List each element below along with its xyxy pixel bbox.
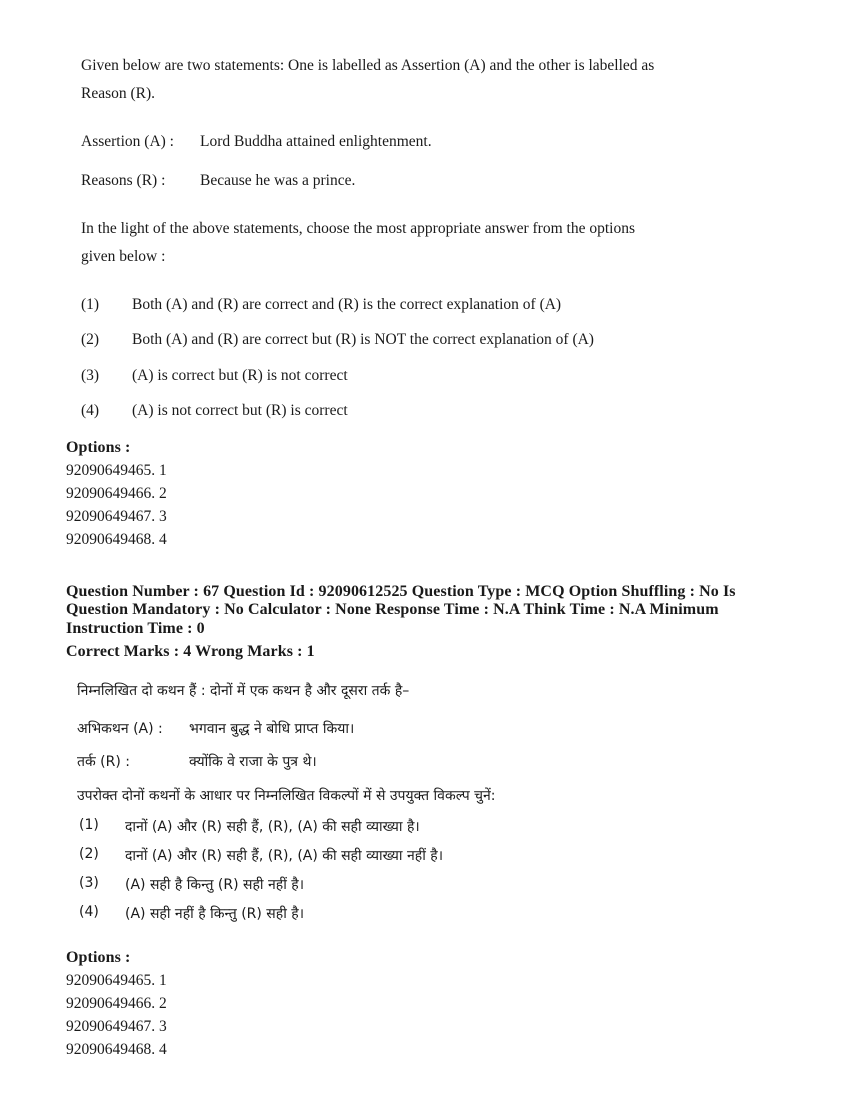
intro-line-2: Reason (R). (81, 85, 156, 102)
options-label: Options : (66, 439, 131, 456)
choice-text: (A) is correct but (R) is not correct (132, 367, 348, 384)
hindi-reason-label: तर्क (R) : (77, 754, 131, 770)
reason-text: Because he was a prince. (200, 172, 356, 189)
hindi-choice-number: (4) (79, 904, 99, 920)
choice-number: (4) (81, 402, 100, 419)
hindi-choice-number: (2) (79, 846, 99, 862)
meta-line-3: Instruction Time : 0 (66, 620, 205, 637)
hindi-choice-text: दानों (A) और (R) सही हैं, (R), (A) की सही व्याख्या है। (125, 819, 420, 835)
instruction-line-2: given below : (81, 248, 166, 265)
reason-label: Reasons (R) : (81, 172, 166, 189)
hindi-reason-text: क्योंकि वे राजा के पुत्र थे। (189, 754, 317, 770)
assertion-text: Lord Buddha attained enlightenment. (200, 133, 432, 150)
choice-number: (2) (81, 331, 100, 348)
assertion-label: Assertion (A) : (81, 133, 174, 150)
options-label: Options : (66, 949, 131, 966)
choice-number: (3) (81, 367, 100, 384)
choice-text: Both (A) and (R) are correct and (R) is the correct explanation of (A) (132, 296, 562, 313)
option-item: 92090649467. 3 (66, 1018, 167, 1035)
hindi-choice-text: (A) सही नहीं है किन्तु (R) सही है। (125, 906, 305, 922)
option-item: 92090649465. 1 (66, 972, 167, 989)
hindi-assertion-label: अभिकथन (A) : (77, 721, 163, 737)
choice-number: (1) (81, 296, 100, 313)
option-item: 92090649466. 2 (66, 995, 167, 1012)
intro-line-1: Given below are two statements: One is labelled as Assertion (A) and the other is labelled as (81, 57, 655, 74)
option-item: 92090649467. 3 (66, 508, 167, 525)
hindi-choice-text: (A) सही है किन्तु (R) सही नहीं है। (125, 877, 305, 893)
option-item: 92090649468. 4 (66, 531, 167, 548)
hindi-assertion-text: भगवान बुद्ध ने बोधि प्राप्त किया। (189, 721, 355, 737)
option-item: 92090649465. 1 (66, 462, 167, 479)
option-item: 92090649468. 4 (66, 1041, 167, 1058)
instruction-line-1: In the light of the above statements, choose the most appropriate answer from the options (81, 220, 635, 237)
marks-line: Correct Marks : 4 Wrong Marks : 1 (66, 643, 315, 660)
meta-line-2: Question Mandatory : No Calculator : None Response Time : N.A Think Time : N.A Minimum (66, 601, 719, 618)
hindi-intro: निम्नलिखित दो कथन हैं : दोनों में एक कथन है और दूसरा तर्क है– (77, 683, 410, 699)
hindi-choice-number: (3) (79, 875, 99, 891)
hindi-choice-number: (1) (79, 817, 99, 833)
choice-text: Both (A) and (R) are correct but (R) is NOT the correct explanation of (A) (132, 331, 594, 348)
meta-line-1: Question Number : 67 Question Id : 92090612525 Question Type : MCQ Option Shuffling : No Is (66, 583, 736, 600)
option-item: 92090649466. 2 (66, 485, 167, 502)
choice-text: (A) is not correct but (R) is correct (132, 402, 348, 419)
hindi-choice-text: दानों (A) और (R) सही हैं, (R), (A) की सही व्याख्या नहीं है। (125, 848, 444, 864)
hindi-instruction: उपरोक्त दोनों कथनों के आधार पर निम्नलिखित विकल्पों में से उपयुक्त विकल्प चुनें: (77, 788, 496, 804)
